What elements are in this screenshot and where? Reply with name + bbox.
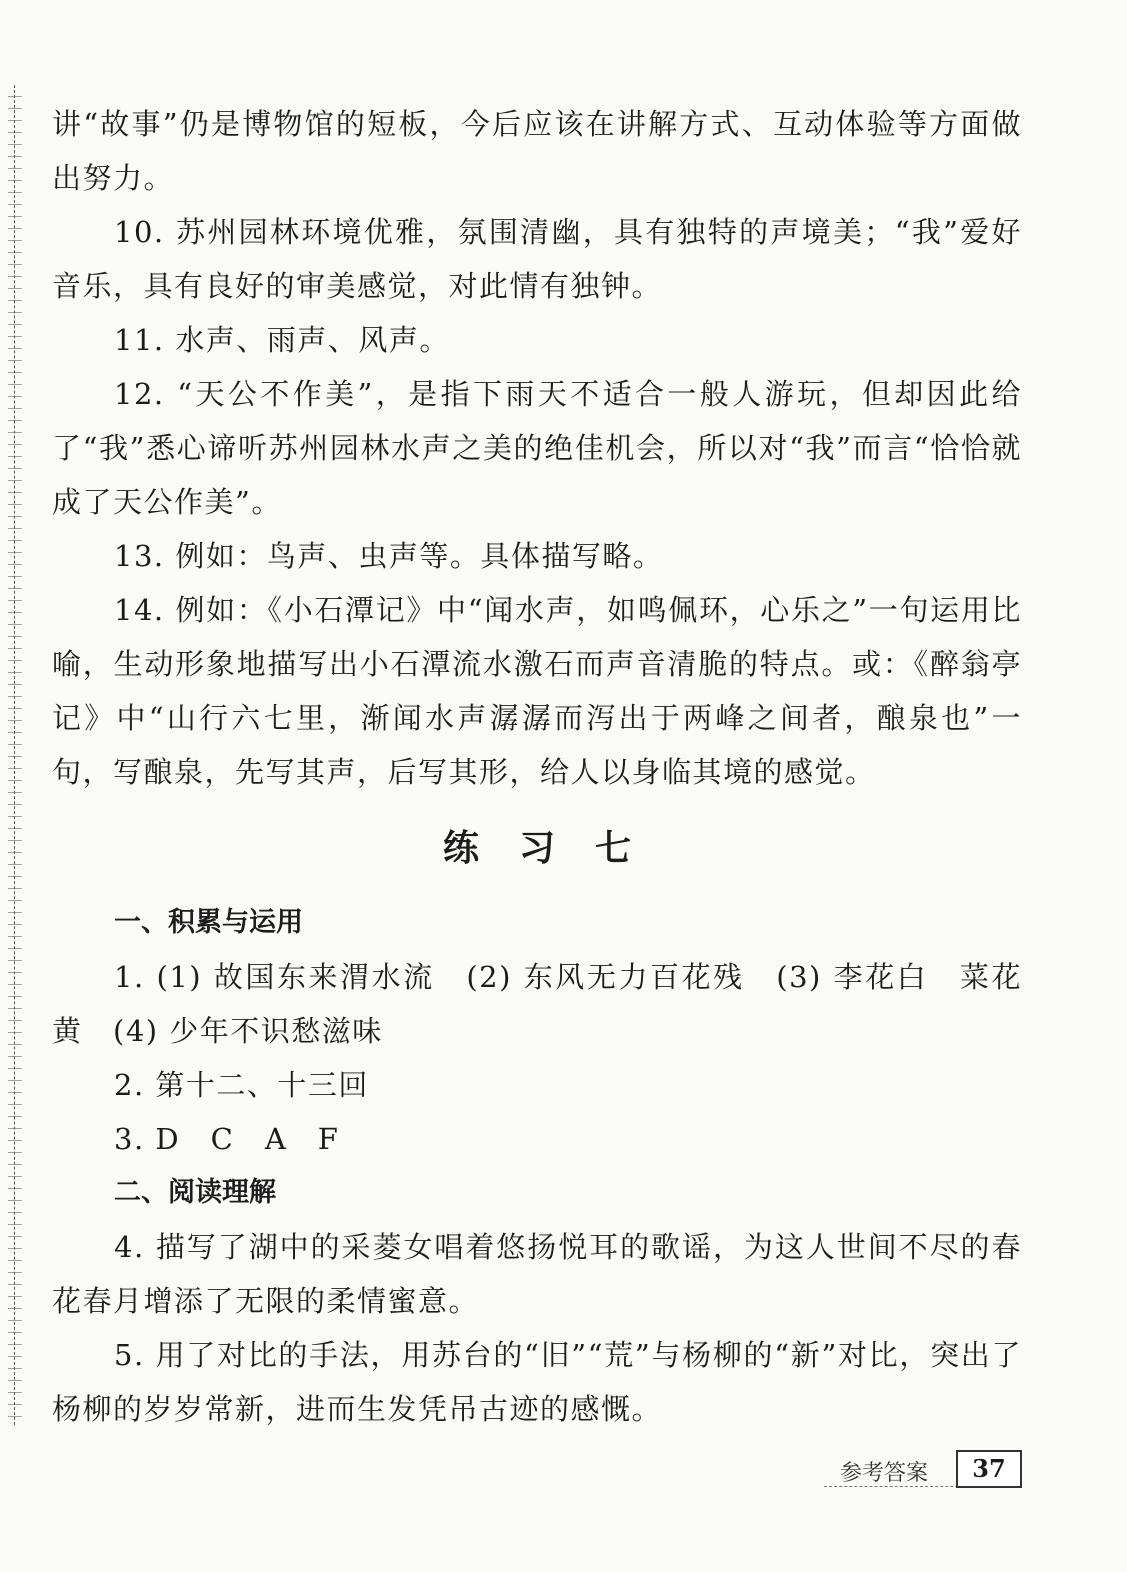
footer-label: 参考答案 [840, 1461, 929, 1486]
page-number: 37 [956, 1450, 1022, 1488]
page-content [52, 97, 1022, 1436]
section-heading-accumulation: 一、积累与运用 [114, 907, 303, 938]
answer-4: 4. 描写了湖中的采菱女唱着悠扬悦耳的歌谣，为这人世间不尽的春花春月增添了无限的柔情蜜意。 [52, 1230, 1022, 1318]
answer-10: 10. 苏州园林环境优雅，氛围清幽，具有独特的声境美；“我”爱好音乐，具有良好的审美感觉，对此情有独钟。 [52, 215, 1022, 303]
exercise-title: 练习七 [442, 828, 671, 869]
binding-ticks [8, 85, 22, 1425]
answer-12: 12. “天公不作美”，是指下雨天不适合一般人游玩，但却因此给了“我”悉心谛听苏州园林水声之美的绝佳机会，所以对“我”而言“恰恰就成了天公作美”。 [52, 377, 1022, 519]
answer-11: 11. 水声、雨声、风声。 [114, 323, 450, 357]
section-heading-reading: 二、阅读理解 [114, 1177, 276, 1208]
binding-margin [8, 85, 22, 1425]
answer-1: 1. (1) 故国东来渭水流 (2) 东风无力百花残 (3) 李花白 菜花黄 (4) 少年不识愁滋味 [52, 960, 1022, 1048]
answer-3: 3. D C A F [114, 1122, 340, 1156]
answer-2: 2. 第十二、十三回 [114, 1068, 369, 1102]
answer-paragraph: 讲“故事”仍是博物馆的短板，今后应该在讲解方式、互动体验等方面做出努力。 [52, 107, 1022, 195]
answer-14: 14. 例如：《小石潭记》中“闻水声，如鸣佩环，心乐之”一句运用比喻，生动形象地描写出小石潭流水激石而声音清脆的特点。或：《醉翁亭记》中“山行六七里，渐闻水声潺潺而泻出于两峰之间者，酿泉也”一句，写酿泉，先写其声，后写其形，给人以身临其境的感觉。 [52, 593, 1022, 789]
answer-5: 5. 用了对比的手法，用苏台的“旧”“荒”与杨柳的“新”对比，突出了杨柳的岁岁常新，进而生发凭吊古迹的感慨。 [52, 1338, 1022, 1426]
page-footer [824, 1452, 1024, 1492]
answer-13: 13. 例如：鸟声、虫声等。具体描写略。 [114, 539, 664, 573]
